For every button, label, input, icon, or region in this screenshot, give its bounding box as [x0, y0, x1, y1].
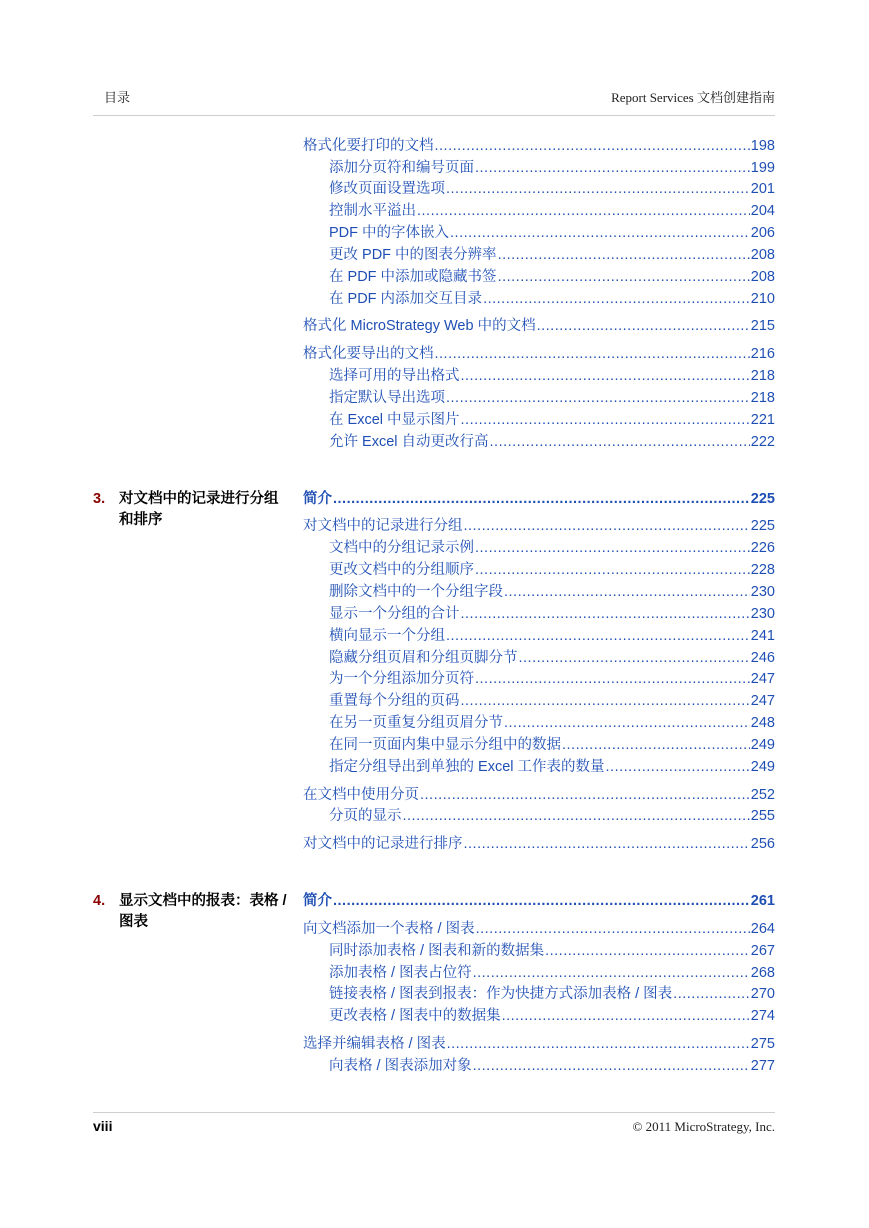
toc-page-number: 270	[750, 986, 775, 1002]
running-header-book-title: Report Services 文档创建指南	[611, 90, 775, 105]
toc-entry-title: 对文档中的记录进行排序	[303, 836, 463, 852]
leader-dots	[461, 366, 750, 386]
leader-dots	[475, 669, 750, 689]
toc-subentry[interactable]	[329, 366, 775, 386]
leader-dots	[545, 941, 750, 961]
toc-subentry[interactable]	[329, 158, 775, 178]
leader-dots	[446, 626, 750, 646]
leader-dots	[490, 432, 750, 452]
toc-subentry[interactable]	[329, 604, 775, 624]
toc-entry-title: 隐藏分组页眉和分组页脚分节	[329, 650, 518, 666]
toc-page-number: 247	[750, 671, 775, 687]
toc-page-number: 199	[750, 160, 775, 176]
leader-dots	[498, 267, 750, 287]
toc-subentry[interactable]	[329, 432, 775, 452]
toc-page-number: 230	[750, 584, 775, 600]
leader-dots	[461, 410, 750, 430]
toc-entry-title: PDF 中的字体嵌入	[329, 225, 450, 241]
leader-dots	[435, 136, 750, 156]
toc-page-number: 249	[750, 759, 775, 775]
leader-dots	[475, 560, 750, 580]
toc-page-number: 256	[750, 836, 775, 852]
toc-page-number: 252	[750, 787, 775, 803]
toc-entry[interactable]	[303, 316, 775, 336]
toc-subentry[interactable]	[329, 941, 775, 961]
toc-entry-title: 显示一个分组的合计	[329, 606, 460, 622]
toc-entry-title: 简介	[303, 491, 332, 507]
leader-dots	[333, 891, 750, 911]
toc-entry-title: 允许 Excel 自动更改行高	[329, 434, 489, 450]
leader-dots	[450, 223, 750, 243]
toc-entry[interactable]	[303, 516, 775, 536]
leader-dots	[475, 158, 750, 178]
toc-page-number: 274	[750, 1008, 775, 1024]
toc-subentry[interactable]	[329, 691, 775, 711]
leader-dots	[498, 245, 750, 265]
leader-dots	[562, 735, 750, 755]
copyright-notice: © 2011 MicroStrategy, Inc.	[632, 1119, 775, 1134]
toc-entry-title: 向表格 / 图表添加对象	[329, 1058, 472, 1074]
toc-subentry[interactable]	[329, 669, 775, 689]
toc-page-number: 208	[750, 269, 775, 285]
toc-entry-title: 更改表格 / 图表中的数据集	[329, 1008, 501, 1024]
toc-page-number: 226	[750, 540, 775, 556]
leader-dots	[464, 834, 750, 854]
chapter-title: 对文档中的记录进行分组和排序	[119, 491, 279, 528]
toc-entry-title: 在另一页重复分组页眉分节	[329, 715, 503, 731]
toc-page-number: 247	[750, 693, 775, 709]
toc-page-number: 208	[750, 247, 775, 263]
toc-entry-title: 链接表格 / 图表到报表：作为快捷方式添加表格 / 图表	[329, 986, 673, 1002]
leader-dots	[502, 1006, 750, 1026]
toc-page-number: 218	[750, 368, 775, 384]
toc-page-number: 204	[750, 203, 775, 219]
header-divider	[93, 115, 775, 116]
toc-page-number: 267	[750, 943, 775, 959]
toc-page-number: 228	[750, 562, 775, 578]
leader-dots	[519, 648, 750, 668]
toc-entry[interactable]	[303, 785, 775, 805]
toc-entry-title: 选择并编辑表格 / 图表	[303, 1036, 446, 1052]
footer-divider	[93, 1112, 775, 1113]
toc-entry-title: 删除文档中的一个分组字段	[329, 584, 503, 600]
leader-dots	[476, 919, 750, 939]
chapter-number: 3.	[93, 491, 106, 507]
toc-page-number: 246	[750, 650, 775, 666]
leader-dots	[461, 691, 750, 711]
toc-page-number: 206	[750, 225, 775, 241]
toc-page-number: 218	[750, 390, 775, 406]
toc-entry[interactable]	[303, 136, 775, 156]
leader-dots	[473, 963, 750, 983]
toc-subentry[interactable]	[329, 201, 775, 221]
toc-entry-title: 更改 PDF 中的图表分辨率	[329, 247, 497, 263]
toc-subentry[interactable]	[329, 267, 775, 287]
toc-subentry[interactable]	[329, 1056, 775, 1076]
toc-entry-title: 在文档中使用分页	[303, 787, 419, 803]
toc-entry-title: 在 Excel 中显示图片	[329, 412, 460, 428]
toc-subentry[interactable]	[329, 538, 775, 558]
page-number: viii	[93, 1118, 113, 1134]
toc-entry-title: 选择可用的导出格式	[329, 368, 460, 384]
toc-entry-intro[interactable]	[303, 489, 775, 509]
toc-entry-title: 横向显示一个分组	[329, 628, 445, 644]
toc-entry-title: 指定分组导出到单独的 Excel 工作表的数量	[329, 759, 605, 775]
leader-dots	[403, 806, 750, 826]
leader-dots	[417, 201, 750, 221]
toc-entry-title: 格式化要导出的文档	[303, 346, 434, 362]
toc-page-number: 215	[750, 318, 775, 334]
leader-dots	[606, 757, 750, 777]
toc-subentry[interactable]	[329, 245, 775, 265]
leader-dots	[464, 516, 750, 536]
toc-subentry[interactable]	[329, 560, 775, 580]
toc-entry-title: 分页的显示	[329, 808, 402, 824]
toc-subentry[interactable]	[329, 388, 775, 408]
toc-entry-title: 更改文档中的分组顺序	[329, 562, 474, 578]
toc-subentry[interactable]	[329, 1006, 775, 1026]
toc-subentry[interactable]	[329, 735, 775, 755]
toc-page-number: 216	[750, 346, 775, 362]
leader-dots	[483, 289, 750, 309]
toc-page-number: 221	[750, 412, 775, 428]
leader-dots	[473, 1056, 750, 1076]
toc-entry-title: 格式化要打印的文档	[303, 138, 434, 154]
toc-page-number: 248	[750, 715, 775, 731]
toc-page-number: 264	[750, 921, 775, 937]
chapter-number: 4.	[93, 893, 106, 909]
toc-entry-title: 文档中的分组记录示例	[329, 540, 474, 556]
toc-entry-title: 重置每个分组的页码	[329, 693, 460, 709]
toc-subentry[interactable]	[329, 757, 775, 777]
toc-entry-title: 修改页面设置选项	[329, 181, 445, 197]
toc-page-number: 277	[750, 1058, 775, 1074]
toc-subentry[interactable]	[329, 410, 775, 430]
toc-entry-title: 简介	[303, 893, 332, 909]
leader-dots	[504, 713, 750, 733]
running-header-section: 目录	[104, 90, 131, 105]
toc-entry-title: 在 PDF 中添加或隐藏书签	[329, 269, 497, 285]
toc-page-number: 201	[750, 181, 775, 197]
leader-dots	[461, 604, 750, 624]
leader-dots	[537, 316, 750, 336]
toc-page-number: 268	[750, 965, 775, 981]
toc-entry[interactable]	[303, 1034, 775, 1054]
toc-entry[interactable]	[303, 834, 775, 854]
toc-page-number: 249	[750, 737, 775, 753]
leader-dots	[673, 984, 750, 1004]
toc-subentry[interactable]	[329, 179, 775, 199]
toc-entry-title: 添加分页符和编号页面	[329, 160, 474, 176]
toc-subentry[interactable]	[329, 582, 775, 602]
toc-page-number: 241	[750, 628, 775, 644]
leader-dots	[435, 344, 750, 364]
toc-entry[interactable]	[303, 344, 775, 364]
toc-subentry[interactable]	[329, 223, 775, 243]
toc-subentry[interactable]	[329, 648, 775, 668]
toc-entry-title: 添加表格 / 图表占位符	[329, 965, 472, 981]
toc-entry-title: 对文档中的记录进行分组	[303, 518, 463, 534]
chapter-title: 显示文档中的报表：表格 / 图表	[119, 893, 287, 930]
toc-entry-title: 向文档添加一个表格 / 图表	[303, 921, 475, 937]
toc-subentry[interactable]	[329, 963, 775, 983]
toc-page-number: 255	[750, 808, 775, 824]
toc-subentry[interactable]	[329, 626, 775, 646]
toc-subentry[interactable]	[329, 984, 775, 1004]
toc-entry-title: 同时添加表格 / 图表和新的数据集	[329, 943, 545, 959]
toc-page-number: 222	[750, 434, 775, 450]
toc-subentry[interactable]	[329, 289, 775, 309]
toc-entry-title: 为一个分组添加分页符	[329, 671, 474, 687]
toc-subentry[interactable]	[329, 713, 775, 733]
leader-dots	[446, 388, 750, 408]
toc-entry[interactable]	[303, 919, 775, 939]
toc-subentry[interactable]	[329, 806, 775, 826]
toc-page-number: 275	[750, 1036, 775, 1052]
toc-page-number: 261	[750, 893, 775, 909]
toc-entry-title: 在 PDF 内添加交互目录	[329, 291, 483, 307]
toc-page-number: 225	[750, 491, 775, 507]
toc-entry-title: 指定默认导出选项	[329, 390, 445, 406]
toc-entry-title: 控制水平溢出	[329, 203, 416, 219]
toc-entry-title: 格式化 MicroStrategy Web 中的文档	[303, 318, 536, 334]
leader-dots	[446, 179, 750, 199]
toc-page-number: 225	[750, 518, 775, 534]
toc-entry-title: 在同一页面内集中显示分组中的数据	[329, 737, 561, 753]
leader-dots	[475, 538, 750, 558]
toc-page-number: 198	[750, 138, 775, 154]
toc-page-number: 230	[750, 606, 775, 622]
leader-dots	[504, 582, 750, 602]
leader-dots	[420, 785, 750, 805]
toc-page-number: 210	[750, 291, 775, 307]
toc-entry-intro[interactable]	[303, 891, 775, 911]
leader-dots	[447, 1034, 750, 1054]
leader-dots	[333, 489, 750, 509]
